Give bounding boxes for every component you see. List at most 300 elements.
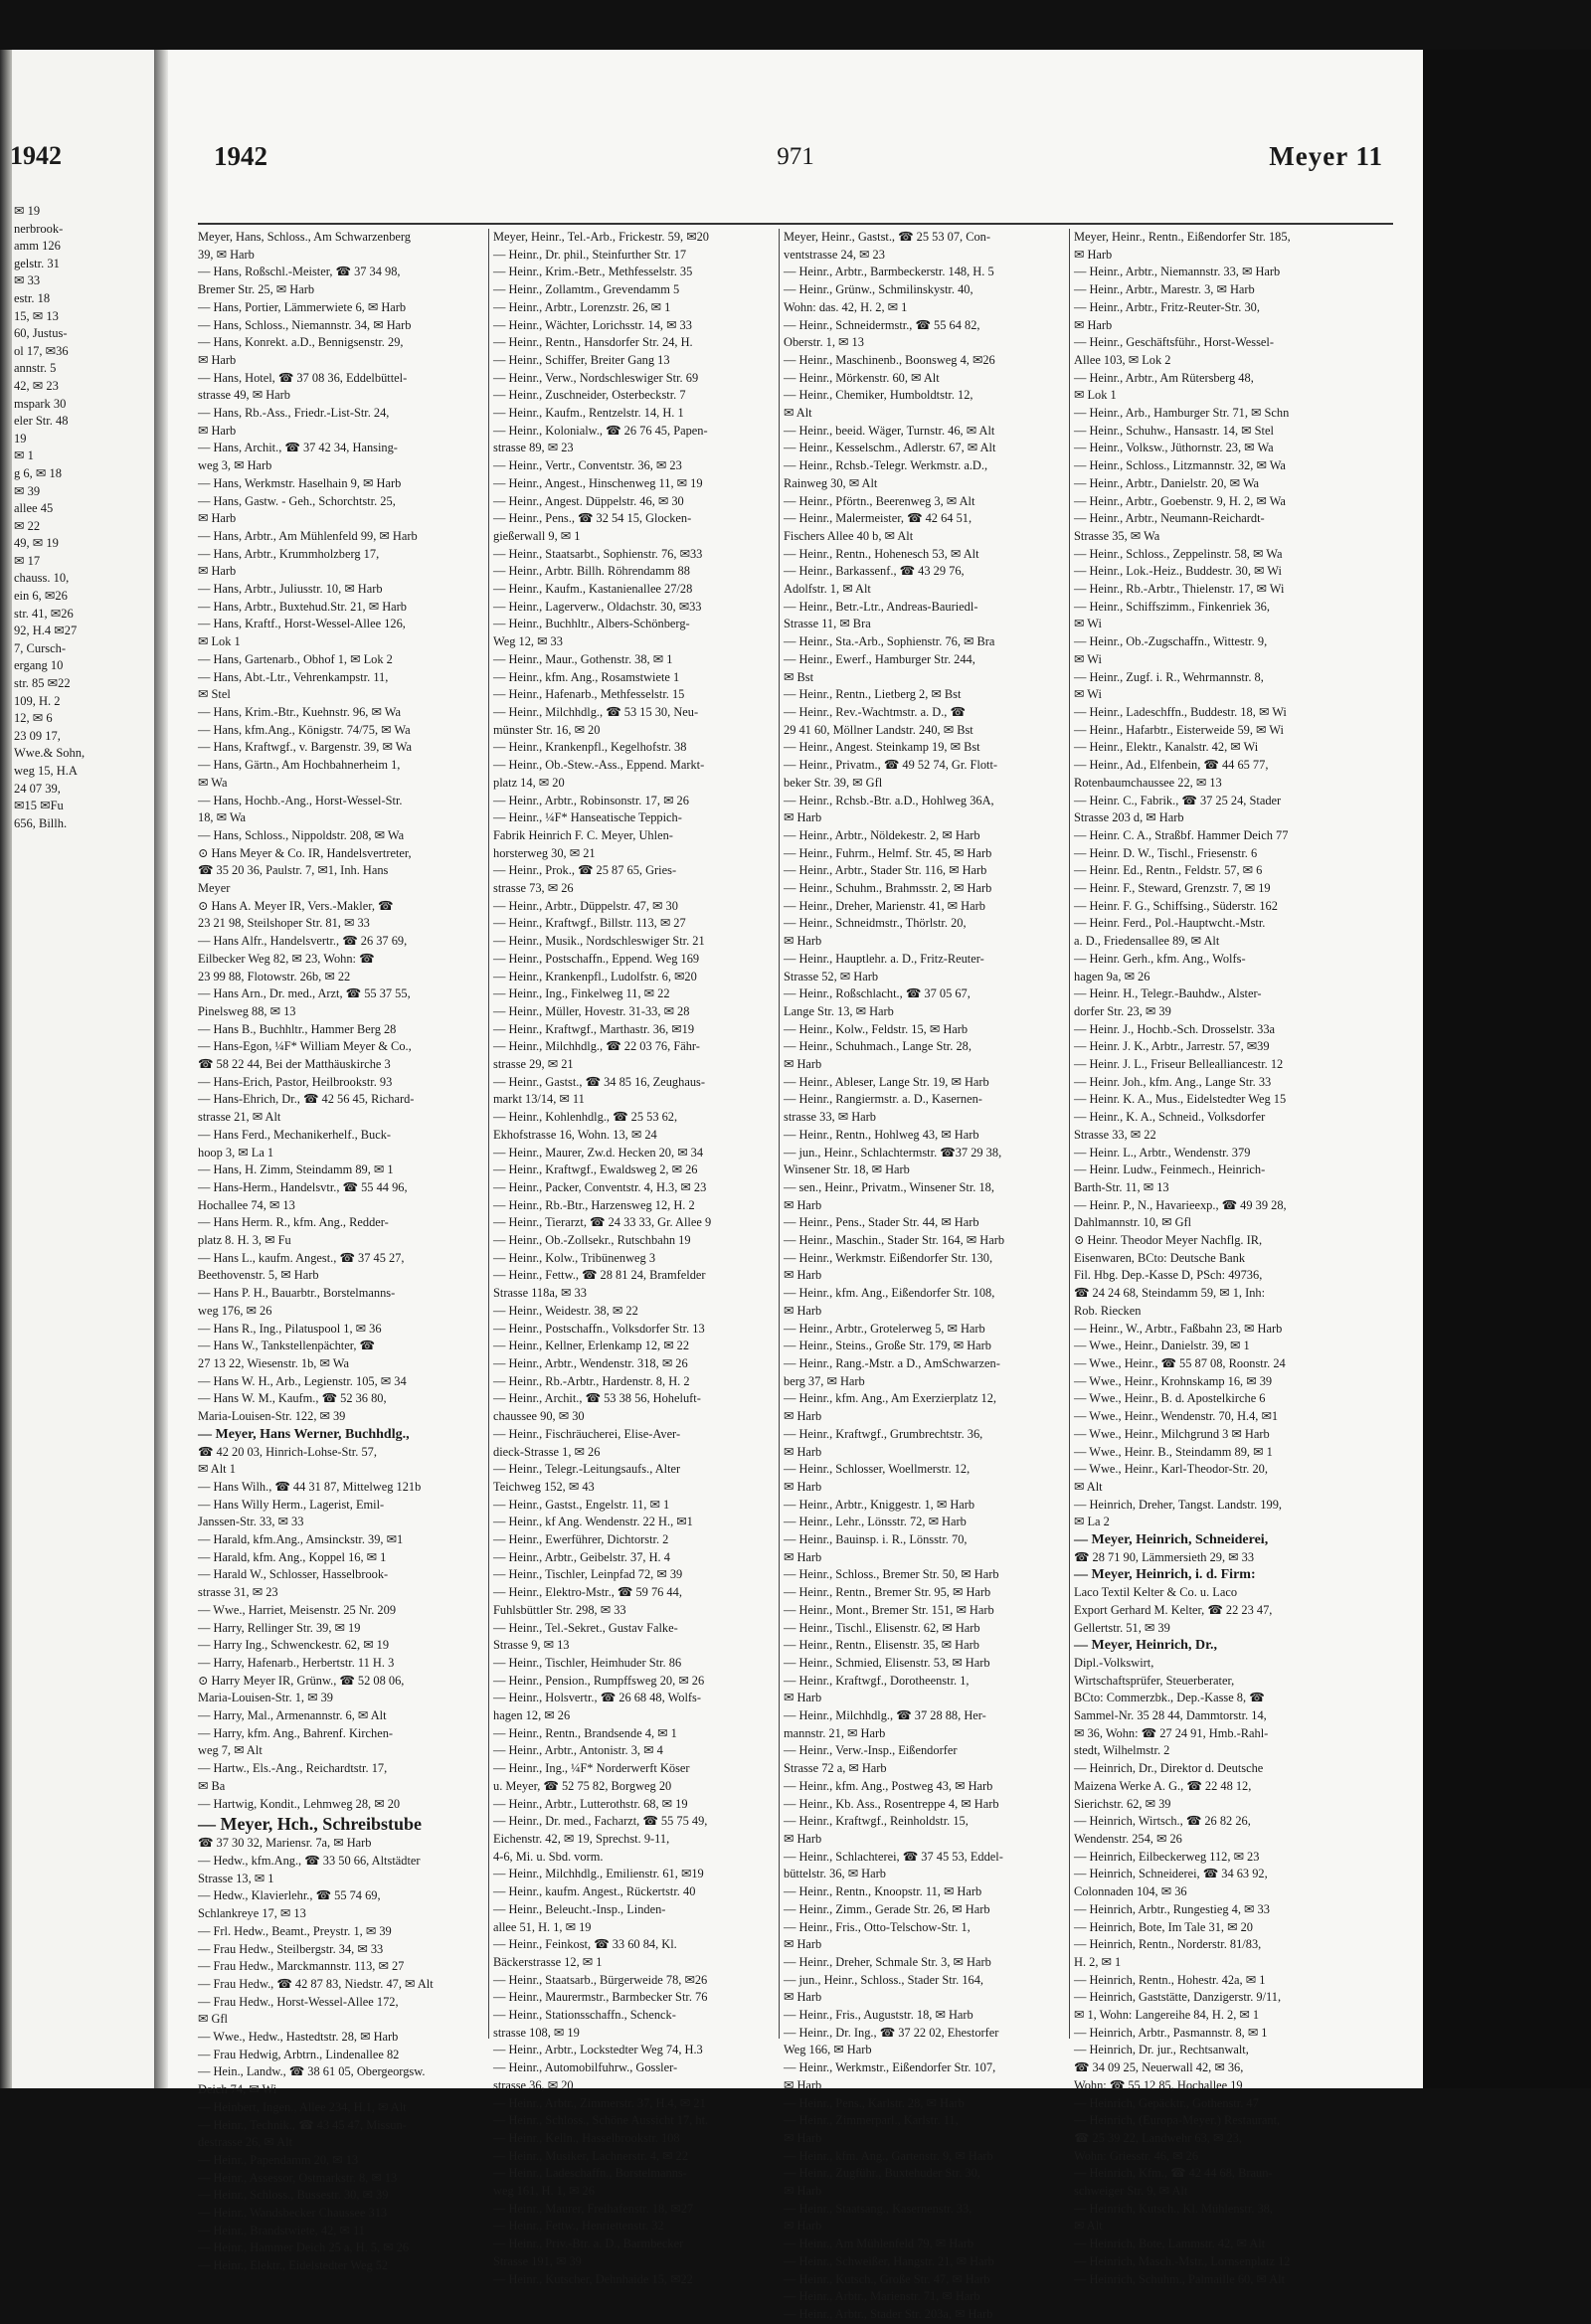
directory-entry-line: beker Str. 39, ✉ Gfl [784,775,883,790]
directory-entry-line: — Heinr. H., Telegr.-Bauhdw., Alster- [1074,986,1262,1001]
directory-entry-line: — Heinr., Rentn., Hohenesch 53, ✉ Alt [784,546,979,561]
directory-entry-line: — Heinr., Schloss., Zeppelinstr. 58, ✉ Wa [1074,546,1283,561]
directory-entry-line: — Heinr., Schuhw., Hansastr. 14, ✉ Stel [1074,423,1274,438]
directory-entry-line: Strasse 203 d, ✉ Harb [1074,810,1184,825]
directory-entry-line: — Heinr., Kraftwgf., Ewaldsweg 2, ✉ 26 [493,1162,698,1177]
directory-entry-line: ✉ Harb [784,1937,822,1952]
directory-entry-line: Barth-Str. 11, ✉ 13 [1074,1179,1169,1194]
directory-entry-line: — Heinr., Maurer, Freihafenstr. 18, ✉27 [493,2201,694,2216]
directory-entry-line: — Harry, Hafenarb., Herbertstr. 11 H. 3 [198,1655,395,1670]
previous-page-line: ✉ 1 [14,448,34,463]
directory-entry-line: 23 99 88, Flotowstr. 26b, ✉ 22 [198,969,351,983]
directory-entry-line: — Heinr., Kesselschm., Adlerstr. 67, ✉ Alt [784,441,996,455]
directory-entry-line: Sammel-Nr. 35 28 44, Dammtorstr. 14, [1074,1708,1267,1723]
directory-entry-line: — Heinr., Arbtr., Lorenzstr. 26, ✉ 1 [493,299,671,314]
directory-entry-line: — Heinr., Krankenpfl., Ludolfstr. 6, ✉20 [493,969,697,983]
directory-entry-line: — Heinr. J. L., Friseur Bellealliancestr. 12 [1074,1057,1284,1072]
directory-entry-line: — Heinr., Pens., Karlstr. 28, ✉ Harb [784,2095,965,2110]
directory-entry-line: — Hans, Gärtn., Am Hochbahnerheim 1, [198,758,401,773]
directory-entry-line: Colonnaden 104, ✉ 36 [1074,1884,1187,1899]
directory-entry-line: — Heinr., Hafarbtr., Eisterweide 59, ✉ Wi [1074,722,1284,737]
directory-entry-line: Bäckerstrasse 12, ✉ 1 [493,1954,603,1969]
column-2 [488,229,778,2286]
directory-entry-line: ✉ Harb [784,1057,822,1072]
directory-entry-line: — Heinr., Vertr., Conventstr. 36, ✉ 23 [493,458,682,473]
directory-entry-line: ✉ Harb [784,1197,822,1212]
directory-entry-line: — Heinr., Sta.-Arb., Sophienstr. 76, ✉ Bra [784,634,995,649]
directory-entry-line: ✉ Alt [1074,1479,1103,1494]
directory-entry-line: Lange Str. 13, ✉ Harb [784,1003,894,1018]
directory-entry-line: — Heinr., Lok.-Heiz., Buddestr. 30, ✉ Wi [1074,564,1282,579]
directory-entry-line: — Heinr., Mont., Bremer Str. 151, ✉ Harb [784,1602,994,1617]
directory-entry-line: Eisenwaren, BCto: Deutsche Bank [1074,1250,1246,1265]
directory-entry-line: — Heinr. Joh., kfm. Ang., Lange Str. 33 [1074,1074,1272,1089]
directory-entry-line: — Wwe., Heinr., Karl-Theodor-Str. 20, [1074,1462,1268,1477]
directory-entry-line: — Heinr., Papendamm 20, ✉ 13 [198,2152,359,2167]
directory-entry-line: — Heinr., Hammer Deich 25 a, H. 5, ✉ 26 [198,2240,410,2255]
directory-entry-line: ✉ Alt [784,406,812,421]
directory-entry-line: weg 176, ✉ 26 [198,1303,272,1318]
directory-entry-line: — Hans-Herm., Handelsvtr., ☎ 55 44 96, [198,1179,408,1194]
directory-entry-line: — Heinrich, Schuhm., Palmaille 60, ✉ Alt [1074,2271,1286,2286]
directory-entry-line: — Heinr., Rchsb.-Telegr. Werkmstr. a.D., [784,458,988,473]
directory-entry-line: — Heinr., Barkassenf., ☎ 43 29 76, [784,564,965,579]
directory-entry-line: — Heinrich, Arbtr., Pasmannstr. 8, ✉ 1 [1074,2025,1268,2040]
directory-entry-line: Maria-Louisen-Str. 1, ✉ 39 [198,1691,333,1705]
directory-entry-line: — Wwe., Heinr., Krohnskamp 16, ✉ 39 [1074,1373,1273,1388]
directory-entry-line: — Heinrich, Dr., Direktor d. Deutsche [1074,1761,1264,1776]
directory-entry-line: Bremer Str. 25, ✉ Harb [198,282,315,297]
directory-entry-line: — Meyer, Hch., Schreibstube [198,1814,422,1835]
previous-page-line: weg 15, H.A [14,764,78,778]
directory-entry-line: Strasse 191, ✉ 39 [493,2253,582,2268]
directory-entry-line: — Heinr., Kaufm., Rentzelstr. 14, H. 1 [493,406,684,421]
directory-entry-line: — Heinr., Gastst., ☎ 34 85 16, Zeughaus- [493,1074,705,1089]
directory-entry-line: ☎ 58 22 44, Bei der Matthäuskirche 3 [198,1057,391,1072]
directory-entry-line: Janssen-Str. 33, ✉ 33 [198,1515,304,1529]
directory-entry-line: ☎ 42 20 03, Hinrich-Lohse-Str. 57, [198,1444,377,1459]
previous-page-line: mspark 30 [14,396,67,411]
directory-entry-line: Dahlmannstr. 10, ✉ Gfl [1074,1215,1192,1230]
directory-entry-line: — Heinr., kfm. Ang., Eißendorfer Str. 108, [784,1286,995,1301]
directory-entry-line: — Heinr., Tischler, Heimhuder Str. 86 [493,1655,682,1670]
directory-entry-line: — Heinr., Kb. Ass., Rosentreppe 4, ✉ Harb [784,1796,999,1811]
directory-entry-line: — Heinr., Priv.-Btr. a. D., Barmbecker [493,2236,684,2251]
directory-entry-line: — Meyer, Heinrich, Dr., [1074,1638,1217,1654]
directory-entry-line: Strasse 9, ✉ 13 [493,1638,570,1653]
directory-entry-line: — Wwe., Heinr., B. d. Apostelkirche 6 [1074,1391,1266,1406]
directory-entry-line: — Heinr., Zollamtm., Grevendamm 5 [493,282,680,297]
directory-entry-line: — Heinr., Maur., Gothenstr. 38, ✉ 1 [493,651,673,666]
directory-entry-line: ✉ Wi [1074,617,1102,631]
directory-entry-line: — Heinr., Ladeschffn., Buddestr. 18, ✉ Wi [1074,704,1287,719]
directory-entry-line: — Frau Hedw., Steilbergstr. 34, ✉ 33 [198,1941,384,1956]
directory-entry-line: — Harald W., Schlosser, Hasselbrook- [198,1567,389,1582]
previous-page-line: allee 45 [14,501,54,516]
directory-entry-line: dorfer Str. 23, ✉ 39 [1074,1003,1171,1018]
directory-entry-line: — Heinr., W., Arbtr., Faßbahn 23, ✉ Harb [1074,1321,1283,1336]
directory-entry-line: BCto: Commerzbk., Dep.-Kasse 8, ☎ [1074,1691,1265,1705]
directory-entry-line: — Heinr., Zugführ., Buxtehuder Str. 30, [784,2166,980,2181]
directory-entry-line: — Hans Wilh., ☎ 44 31 87, Mittelweg 121b [198,1479,422,1494]
directory-entry-line: — Heinr., Rb.-Arbtr., Thielenstr. 17, ✉ Wi [1074,582,1285,597]
directory-entry-line: — Heinr. J., Hochb.-Sch. Drosselstr. 33a [1074,1021,1276,1036]
directory-entry-line: — Heinr., Angest. Düppelstr. 46, ✉ 30 [493,493,684,508]
directory-entry-line: — Heinr., Volksw., Jüthornstr. 23, ✉ Wa [1074,441,1274,455]
directory-entry-line: — Heinr., Kraftwgf., Dorotheenstr. 1, [784,1673,970,1688]
directory-entry-line: Eichenstr. 42, ✉ 19, Sprechst. 9-11, [493,1831,670,1846]
directory-entry-line: — Hans-Ehrich, Dr., ☎ 42 56 45, Richard- [198,1092,415,1107]
directory-entry-line: ✉ Harb [198,423,237,438]
directory-entry-line: berg 37, ✉ Harb [784,1373,865,1388]
directory-entry-line: Wohn: Griesstr. 46, ✉ 26 [1074,2148,1199,2163]
directory-entry-line: — Heinr., Chemiker, Humboldtstr. 12, [784,388,973,403]
directory-entry-line: ✉ Bst [784,669,814,684]
directory-entry-line: ✉ Harb [784,934,822,949]
directory-entry-line: — Heinrich, Schneiderei, ☎ 34 63 92, [1074,1867,1268,1881]
directory-entry-line: hoop 3, ✉ La 1 [198,1145,274,1160]
directory-entry-line: — Heinr., Rb.-Btr., Harzensweg 12, H. 2 [493,1197,695,1212]
directory-entry-line: ☎ 24 24 68, Steindamm 59, ✉ 1, Inh: [1074,1286,1266,1301]
directory-entry-line: — Heinr., Verw.-Insp., Eißendorfer [784,1743,958,1758]
directory-entry-line: Wirtschaftsprüfer, Steuerberater, [1074,1673,1235,1688]
directory-entry-line: stedt, Wilhelmstr. 2 [1074,1743,1170,1758]
directory-entry-line: — Heinr., Feinkost, ☎ 33 60 84, Kl. [493,1937,677,1952]
directory-entry-line: — Hans, Archit., ☎ 37 42 34, Hansing- [198,441,398,455]
directory-entry-line: ✉ Wi [1074,651,1102,666]
previous-page-line: eler Str. 48 [14,414,69,429]
directory-entry-line: — sen., Heinr., Privatm., Winsener Str. 18, [784,1179,994,1194]
directory-entry-line: — Heinr. Gerh., kfm. Ang., Wolfs- [1074,951,1246,966]
directory-entry-line: — Hans, Schloss., Niemannstr. 34, ✉ Harb [198,317,412,332]
directory-entry-line: — Heinr., Wächter, Lorichsstr. 14, ✉ 33 [493,317,692,332]
directory-entry-line: — Heinr., Roßschlacht., ☎ 37 05 67, [784,986,971,1001]
directory-entry-line: Oberstr. 1, ✉ 13 [784,335,864,350]
directory-entry-line: — Heinr., Musik., Nordschleswiger Str. 21 [493,934,705,949]
directory-entry-line: — Heinr., Tel.-Sekret., Gustav Falke- [493,1620,678,1635]
directory-entry-line: — Heinr., Pens., ☎ 32 54 15, Glocken- [493,511,692,526]
directory-entry-line: — Heinr., Betr.-Ltr., Andreas-Bauriedl- [784,599,978,614]
directory-entry-line: Winsener Str. 18, ✉ Harb [784,1162,910,1177]
directory-entry-line: ✉ Harb [784,2077,822,2092]
directory-entry-line: — Frl. Hedw., Beamt., Preystr. 1, ✉ 39 [198,1923,392,1938]
directory-entry-line: ☎ 28 71 90, Lämmersieth 29, ✉ 33 [1074,1549,1255,1564]
directory-entry-line: strasse 89, ✉ 23 [493,441,574,455]
directory-entry-line: platz 14, ✉ 20 [493,775,565,790]
directory-entry-line: Rainweg 30, ✉ Alt [784,475,878,490]
directory-entry-line: strasse 29, ✉ 21 [493,1057,574,1072]
directory-entry-line: Strasse 33, ✉ 22 [1074,1127,1156,1142]
directory-entry-line: — Heinr., Arbtr., Düppelstr. 47, ✉ 30 [493,898,678,913]
previous-page-line: nerbrook- [14,221,64,236]
directory-entry-line: Hochallee 74, ✉ 13 [198,1197,295,1212]
directory-entry-line: 18, ✉ Wa [198,810,247,825]
directory-entry-line: — Hans Alfr., Handelsvertr., ☎ 26 37 69, [198,934,408,949]
directory-entry-line: — Heinr., Schiffszimm., Finkenriek 36, [1074,599,1270,614]
directory-entry-line: allee 51, H. 1, ✉ 19 [493,1919,592,1934]
directory-entry-line: — Heinr., Maschin., Stader Str. 164, ✉ Harb [784,1233,1005,1248]
directory-entry-line: ✉ Harb [1074,247,1113,262]
directory-entry-line: — Hans, Werkmstr. Haselhain 9, ✉ Harb [198,475,402,490]
directory-entry-line: Meyer, Heinr., Gastst., ☎ 25 53 07, Con- [784,230,991,244]
directory-entry-line: — Heinr., Schlosser, Woellmerstr. 12, [784,1462,971,1477]
directory-entry-line: — Heinr., Arbtr., Goebenstr. 9, H. 2, ✉ Wa [1074,493,1286,508]
directory-entry-line: Schlankreye 17, ✉ 13 [198,1906,306,1921]
directory-entry-line: — Heinr., Schlachterei, ☎ 37 45 53, Eddel- [784,1849,1003,1864]
directory-entry-line: — Heinr., Kellner, Erlenkamp 12, ✉ 22 [493,1339,690,1353]
directory-entry-line: 23 21 98, Steilshoper Str. 81, ✉ 33 [198,916,370,931]
directory-entry-line: Adolfstr. 1, ✉ Alt [784,582,871,597]
directory-entry-line: — Heinrich, Rentn., Hohestr. 42a, ✉ 1 [1074,1972,1266,1987]
directory-entry-line: — Wwe., Harriet, Meisenstr. 25 Nr. 209 [198,1602,397,1617]
directory-entry-line: — Heinr., Arbtr., Marienstr. 71, ✉ Harb [784,2289,980,2304]
directory-entry-line: — Heinr., Ob.-Zugschaffn., Wittestr. 9, [1074,634,1268,649]
directory-entry-line: — Hans, Abt.-Ltr., Vehrenkampstr. 11, [198,669,389,684]
directory-entry-line: ✉ Gfl [198,2012,228,2027]
directory-entry-line: Wohn: ☎ 55 12 85, Hochallee 19 [1074,2077,1243,2092]
directory-entry-line: — Heinr., Rchsb.-Btr. a.D., Hohlweg 36A, [784,793,994,807]
directory-entry-line: — Frau Hedw., ☎ 42 87 83, Niedstr. 47, ✉ Alt [198,1976,434,1991]
directory-entry-line: — Heinr., Angest. Steinkamp 19, ✉ Bst [784,740,980,755]
header-page-number: 971 [777,143,814,170]
previous-page-line: 23 09 17, [14,728,61,743]
directory-entry-line: Weg 166, ✉ Harb [784,2043,872,2057]
directory-entry-line: 29 41 60, Möllner Landstr. 240, ✉ Bst [784,722,973,737]
directory-entry-line: — Hein., Landw., ☎ 38 61 05, Obergeorgsw. [198,2064,426,2079]
directory-entry-line: — Heinr., Ewerf., Hamburger Str. 244, [784,651,975,666]
directory-entry-line: ⊙ Heinr. Theodor Meyer Nachflg. IR, [1074,1233,1263,1248]
directory-entry-line: — Heinr., Milchhdlg., ☎ 37 28 88, Her- [784,1708,986,1723]
directory-entry-line: — Heinr., Rentn., Hansdorfer Str. 24, H. [493,335,693,350]
directory-entry-line: — Meyer, Heinrich, Schneiderei, [1074,1532,1269,1548]
previous-page-line: amm 126 [14,239,61,254]
previous-page-line: ein 6, ✉26 [14,589,68,604]
directory-entry-line: — Hedw., Klavierlehr., ☎ 55 74 69, [198,1888,381,1903]
directory-entry-line: — Heinr., Zimmerparl., Karlstr. 11, [784,2113,959,2128]
directory-entry-line: Dipl.-Volkswirt, [1074,1655,1154,1670]
directory-entry-line: Strasse 118a, ✉ 33 [493,1286,587,1301]
directory-entry-line: ✉ Lok 1 [198,634,241,649]
directory-entry-line: strasse 21, ✉ Alt [198,1110,281,1125]
previous-page-line: 42, ✉ 23 [14,378,59,393]
directory-entry-line: — Harry, kfm. Ang., Bahrenf. Kirchen- [198,1725,394,1740]
directory-entry-line: — Heinr., Fris., Otto-Telschow-Str. 1, [784,1919,971,1934]
directory-entry-line: — Heinr., Arbtr., Stader Str. 116, ✉ Harb [784,863,987,878]
page-gutter-shadow [0,50,12,2088]
directory-entry-line: ✉ Harb [784,2130,822,2145]
directory-entry-line: Wendenstr. 254, ✉ 26 [1074,1831,1182,1846]
directory-entry-line: — Hans, Arbtr., Buxtehud.Str. 21, ✉ Harb [198,599,407,614]
directory-entry-line: mannstr. 21, ✉ Harb [784,1725,886,1740]
directory-entry-line: — Heinr., Ladeschaffn., Borstelmanns- [493,2166,687,2181]
directory-entry-line: — Heinr., Hauptlehr. a. D., Fritz-Reuter- [784,951,984,966]
directory-entry-line: — Heinr., Elektr., Eidelstedter Weg 52 [198,2258,389,2273]
directory-entry-line: — Heinr. Ferd., Pol.-Hauptwcht.-Mstr. [1074,916,1266,931]
directory-entry-line: — Heinrich, Eilbeckerweg 112, ✉ 23 [1074,1849,1260,1864]
directory-entry-line: ✉ La 2 [1074,1515,1110,1529]
directory-entry-line: — Heinr., Fischräucherei, Elise-Aver- [493,1426,681,1441]
directory-entry-line: — Frau Hedwig, Arbtrn., Lindenallee 82 [198,2047,400,2061]
directory-entry-line: — Hans Willy Herm., Lagerist, Emil- [198,1497,385,1512]
directory-entry-line: — Heinr., Holsvertr., ☎ 26 68 48, Wolfs- [493,1691,701,1705]
directory-entry-line: — Heinr., Pförtn., Beerenweg 3, ✉ Alt [784,493,975,508]
directory-entry-line: — Heinr., Fettw., Henriettenstr. 32 [493,2219,664,2234]
directory-entry-line: — Hedw., kfm.Ang., ☎ 33 50 66, Altstädter [198,1853,421,1868]
directory-entry-line: Wohn: das. 42, H. 2, ✉ 1 [784,299,908,314]
directory-entry-line: — Heinr. C. A., Straßbf. Hammer Deich 77 [1074,827,1289,842]
directory-entry-line: — Heinrich, Arbtr., Rungestieg 4, ✉ 33 [1074,1901,1270,1916]
directory-entry-line: Maria-Louisen-Str. 122, ✉ 39 [198,1409,346,1424]
directory-entry-line: — Harald, kfm. Ang., Koppel 16, ✉ 1 [198,1549,387,1564]
directory-entry-line: — Heinr., Schiffer, Breiter Gang 13 [493,352,670,367]
directory-entry-line: ✉ Harb [784,1479,822,1494]
directory-entry-line: — Hartw., Els.-Ang., Reichardtstr. 17, [198,1761,388,1776]
directory-entry-line: ✉ Harb [784,2184,822,2199]
directory-entry-line: — Heinr., Schloss., Bussestr. 30, ✉ 39 [198,2188,389,2203]
directory-entry-line: — Heinrich, Rentn., Norderstr. 81/83, [1074,1937,1262,1952]
directory-entry-line: weg 7, ✉ Alt [198,1743,263,1758]
directory-entry-line: ⊙ Hans Meyer & Co. IR, Handelsvertreter, [198,845,412,860]
directory-entry-line: ☎ 34 09 25, Neuerwall 42, ✉ 36, [1074,2060,1244,2075]
directory-entry-line: — Heinr., Krankenpfl., Kegelhofstr. 38 [493,740,687,755]
directory-entry-line: — Heinr., Assessor, Ostmarkstr. 8, ✉ 13 [198,2170,398,2185]
directory-entry-line: ✉ Harb [784,1691,822,1705]
previous-page-line: str. 85 ✉22 [14,676,71,691]
directory-entry-line: chaussee 90, ✉ 30 [493,1409,585,1424]
directory-entry-line: strasse 33, ✉ Harb [784,1110,876,1125]
directory-entry-line: — Hans, H. Zimm, Steindamm 89, ✉ 1 [198,1162,394,1177]
directory-entry-line: ✉ Harb [784,810,822,825]
previous-page-line: ✉ 22 [14,518,41,533]
directory-entry-line: — Heinr., Kolonialw., ☎ 26 76 45, Papen- [493,423,708,438]
previous-page-lines [12,203,154,832]
directory-entry-line: — Heinr., Maurermstr., Barmbecker Str. 76 [493,1990,708,2005]
directory-entry-line: ✉ Lok 1 [1074,388,1117,403]
directory-entry-line: — Heinr., Beleucht.-Insp., Linden- [493,1901,666,1916]
directory-entry-line: münster Str. 16, ✉ 20 [493,722,601,737]
directory-entry-line: — Heinr., Dr. phil., Steinfurther Str. 17 [493,247,687,262]
directory-entry-line: platz 8. H. 3, ✉ Fu [198,1233,291,1248]
previous-page-line: 7, Cursch- [14,640,67,655]
directory-entry-line: — Heinr., Ad., Elfenbein, ☎ 44 65 77, [1074,758,1269,773]
previous-page-line: 24 07 39, [14,781,61,796]
directory-entry-line: — Heinr. J. K., Arbtr., Jarrestr. 57, ✉39 [1074,1039,1270,1054]
directory-entry-line: — Heinr., Arbtr., Lutterothstr. 68, ✉ 19 [493,1796,688,1811]
directory-entry-line: — Heinr., Postschaffn., Volksdorfer Str. 13 [493,1321,705,1336]
directory-entry-line: — Harry Ing., Schwenckestr. 62, ✉ 19 [198,1638,390,1653]
previous-page-line: gelstr. 31 [14,256,60,270]
directory-entry-line: — Heinr., Lehr., Lönsstr. 72, ✉ Harb [784,1515,967,1529]
directory-entry-line: — Heinr., Rang.-Mstr. a D., AmSchwarzen- [784,1356,1000,1370]
directory-entry-line: ✉ 36, Wohn: ☎ 27 24 91, Hmb.-Rahl- [1074,1725,1269,1740]
directory-entry-line: horsterweg 30, ✉ 21 [493,845,596,860]
directory-entry-line: — Frau Hedw., Marckmannstr. 113, ✉ 27 [198,1959,405,1974]
directory-entry-line: — Heinr., Ing., ¼F* Norderwerft Köser [493,1761,690,1776]
directory-entry-line: — Hans, Kraftf., Horst-Wessel-Allee 126, [198,617,406,631]
directory-entry-line: 4-6, Mi. u. Sbd. vorm. [493,1849,604,1864]
directory-entry-line: Fischers Allee 40 b, ✉ Alt [784,528,914,543]
previous-page-line: 15, ✉ 13 [14,308,59,323]
directory-entry-line: a. D., Friedensallee 89, ✉ Alt [1074,934,1220,949]
directory-entry-line: — Heinr., Rentn., Lietberg 2, ✉ Bst [784,687,962,702]
directory-entry-line: Export Gerhard M. Kelter, ☎ 22 23 47, [1074,1602,1273,1617]
directory-entry-line: — Wwe., Heinr., ☎ 55 87 08, Roonstr. 24 [1074,1356,1286,1370]
directory-entry-line: — Heinr., Dreher, Marienstr. 41, ✉ Harb [784,898,985,913]
directory-entry-line: — Hans W. M., Kaufm., ☎ 52 36 80, [198,1391,387,1406]
column-1 [198,229,482,2273]
previous-page-line: 12, ✉ 6 [14,711,53,726]
directory-entry-line: — Heinr., Werkmstr., Eißendorfer Str. 107, [784,2060,996,2075]
directory-entry-line: — Heinr., Kaufm., Kastanienallee 27/28 [493,582,693,597]
directory-entry-line: — Heinr., Schloss., Bremer Str. 50, ✉ Harb [784,1567,999,1582]
scan-background [1423,50,1591,2088]
directory-entry-line: — Heinr., Malermeister, ☎ 42 64 51, [784,511,972,526]
directory-entry-line: — jun., Heinr., Schloss., Stader Str. 164, [784,1972,984,1987]
previous-page-line: ✉ 19 [14,204,41,218]
directory-entry-line: — Heinr., Arbtr., Niemannstr. 33, ✉ Harb [1074,265,1281,279]
directory-entry-line: ✉ Stel [198,687,231,702]
directory-entry-line: — Hans, Portier, Lämmerwiete 6, ✉ Harb [198,299,407,314]
directory-entry-line: — Heinr., Tierarzt, ☎ 24 33 33, Gr. Allee 9 [493,1215,712,1230]
directory-entry-line: — Heinr., Rb.-Arbtr., Hardenstr. 8, H. 2 [493,1373,690,1388]
directory-entry-line: — Heinr., Kutsch., Große Str. 47, ✉ Harb [784,2271,990,2286]
directory-entry-line: — Heinr., Brandstwiete, 42, ✉ 11 [198,2223,365,2237]
directory-entry-line: — Heinr., Stationsschaffn., Schenck- [493,2008,676,2023]
directory-entry-line: — Hartwig, Kondit., Lehmweg 28, ✉ 20 [198,1796,401,1811]
directory-entry-line: — Heinr., Rentn., Elisenstr. 35, ✉ Harb [784,1638,979,1653]
directory-entry-line: ✉ Harb [784,1549,822,1564]
directory-entry-line: — Heinr., Tischler, Leinpfad 72, ✉ 39 [493,1567,683,1582]
directory-entry-line: — Heinr., Fuhrm., Helmf. Str. 45, ✉ Harb [784,845,992,860]
directory-entry-line: — Heinr., Kelln., Hasselbrookstr. 108 [493,2130,680,2145]
directory-entry-line: ✉ Harb [784,1409,822,1424]
directory-columns [198,229,1393,2321]
directory-entry-line: — Heinr., Automobilfuhrw., Gossler- [493,2060,678,2075]
directory-entry-line: ✉ 1, Wohn: Langereihe 84, H. 2, ✉ 1 [1074,2008,1260,2023]
directory-entry-line: — Hans, Arbtr., Am Mühlenfeld 99, ✉ Harb [198,528,418,543]
directory-entry-line: — Hans W., Tankstellenpächter, ☎ [198,1339,375,1353]
directory-entry-line: — Wwe., Heinr. B., Steindamm 89, ✉ 1 [1074,1444,1273,1459]
directory-entry-line: — Heinr., Grünw., Schmilinskystr. 40, [784,282,973,297]
directory-entry-line: — Heinr., Bauinsp. i. R., Lönsstr. 70, [784,1532,968,1547]
column-4 [1069,229,1368,2286]
directory-entry-line: — Harry, Rellinger Str. 39, ✉ 19 [198,1620,361,1635]
directory-entry-line: — Hans, Krim.-Btr., Kuehnstr. 96, ✉ Wa [198,704,401,719]
directory-entry-line: — Heinr., Arbtr., Neumann-Reichardt- [1074,511,1265,526]
directory-entry-line: — Heinr., Dr. Ing., ☎ 37 22 02, Ehestorfer [784,2025,999,2040]
directory-entry-line: destrasse 26, ✉ Alt [198,2135,293,2150]
directory-entry-line: — Heinr., Krim.-Betr., Methfesselstr. 35 [493,265,693,279]
directory-entry-line: — Heinr., Archit., ☎ 53 38 56, Hoheluft- [493,1391,701,1406]
previous-page-line: annstr. 5 [14,361,57,376]
column-3 [779,229,1068,2321]
directory-entry-line: — Hans, kfm.Ang., Königstr. 74/75, ✉ Wa [198,722,411,737]
directory-entry-line: — Heinr., Am Mühlenfeld 79, ✉ Harb [784,2236,974,2251]
directory-entry-line: — Heinr., Arb., Hamburger Str. 71, ✉ Schn [1074,406,1290,421]
directory-entry-line: — Hans R., Ing., Pilatuspool 1, ✉ 36 [198,1321,382,1336]
directory-entry-line: — Heinrich, Gaststätte, Danzigerstr. 9/11, [1074,1990,1282,2005]
directory-entry-line: — Heinr., Packer, Conventstr. 4, H.3, ✉ 23 [493,1179,707,1194]
directory-entry-line: Rotenbaumchaussee 22, ✉ 13 [1074,775,1222,790]
directory-entry-line: — Heinr., Arbtr., Am Rütersberg 48, [1074,370,1254,385]
directory-entry-line: — Heinr., Kohlenhdlg., ☎ 25 53 62, [493,1110,678,1125]
directory-entry-line: — Heinr., Schmied, Elisenstr. 53, ✉ Harb [784,1655,990,1670]
directory-entry-line: Fabrik Heinrich F. C. Meyer, Uhlen- [493,827,673,842]
directory-entry-line: — Heinr., Elektr., Kanalstr. 42, ✉ Wi [1074,740,1259,755]
directory-entry-line: Weg 12, ✉ 33 [493,634,563,649]
directory-entry-line: — Heinr., Weidestr. 38, ✉ 22 [493,1303,638,1318]
directory-entry-line: ☎ 35 20 36, Paulstr. 7, ✉1, Inh. Hans [198,863,389,878]
